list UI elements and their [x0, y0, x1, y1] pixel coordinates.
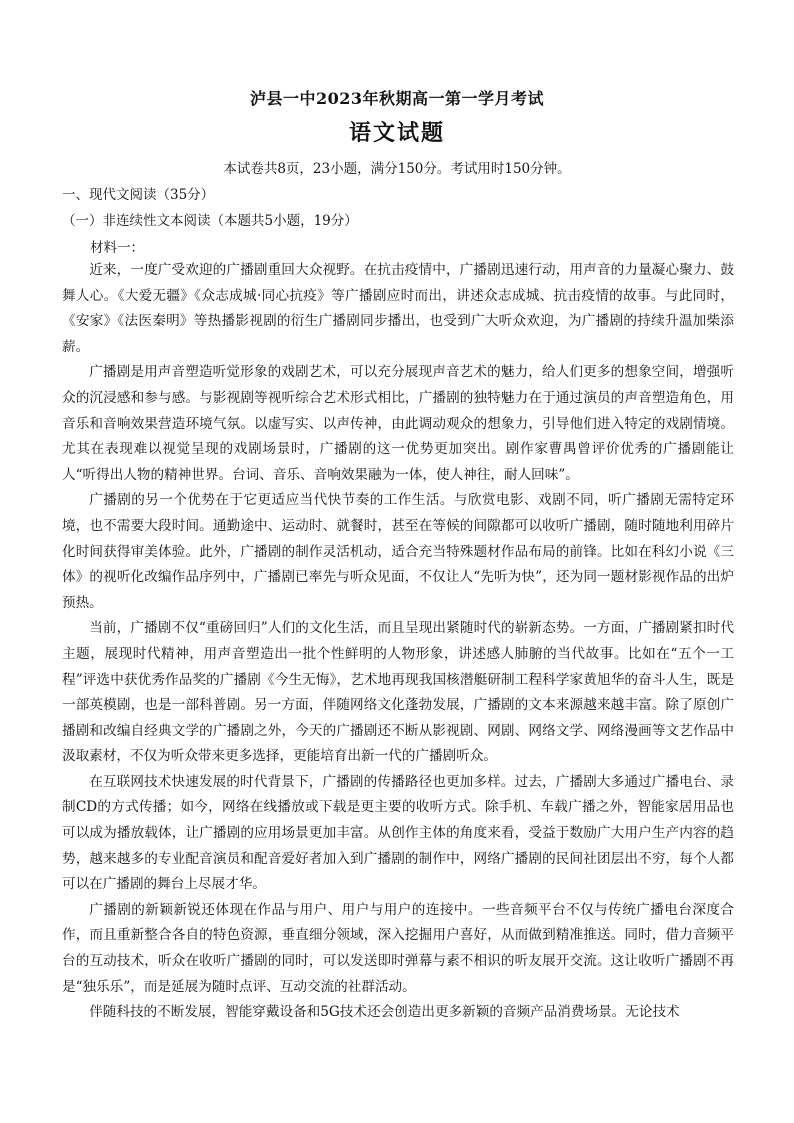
section-heading: 一、现代文阅读（35分） — [62, 187, 215, 203]
paragraph: 广播剧是用声音塑造听觉形象的戏剧艺术，可以充分展现声音艺术的魅力，给人们更多的想象空间，增强听众的沉浸感和参与感。与影视剧等视听综合艺术形式相比，广播剧的独特魅力在于通过演员的声音塑造角色，用音乐和音响效果营造环境气氛。以虚写实、以声传神，由此调动观众的想象力，引导他们进入特定的戏剧情境。尤其在表现难以视觉呈现的戏剧场景时，广播剧的这一优势更加突出。剧作家曹禺曾评价优秀的广播剧能让人“听得出人物的精神世界。台词、音乐、音响效果融为一体，使人神往，耐人回味”。 — [62, 364, 734, 483]
paragraph: 在互联网技术快速发展的时代背景下，广播剧的传播路径也更加多样。过去，广播剧大多通过广播电台、录制CD的方式传播；如今，网络在线播放或下载是更主要的收听方式。除手机、车载广播之外，智能家居用品也可以成为播放载体，让广播剧的应用场景更加丰富。从创作主体的角度来看，受益于数励广大用户生产内容的趋势，越来越多的专业配音演员和配音爱好者加入到广播剧的制作中，网络广播剧的民间社团层出不穷，每个人都可以在广播剧的舞台上尽展才华。 — [62, 773, 734, 893]
paragraph: 广播剧的另一个优势在于它更适应当代快节奏的工作生活。与欣赏电影、戏剧不同，听广播剧无需特定环境，也不需要大段时间。通勤途中、运动时、就餐时，甚至在等候的间隙都可以收听广播剧，随时随地利用碎片化时间获得审美体验。此外，广播剧的制作灵活机动，适合充当特殊题材作品布局的前锋。比如在科幻小说《三体》的视听化改编作品序列中，广播剧已率先与听众见面，不仅让人“先听为快”，还为同一题材影视作品的出炉预热。 — [62, 492, 734, 611]
paragraph: 当前，广播剧不仅“重磅回归”人们的文化生活，而且呈现出紧随时代的崭新态势。一方面，广播剧紧扣时代主题，展现时代精神，用声音塑造出一批个性鲜明的人物形象，讲述感人肺腑的当代故事。比如在“五个一工程”评选中获优秀作品奖的广播剧《今生无悔》，艺术地再现我国核潜艇研制工程科学家黄旭华的奋斗人生，既是一部英模剧，也是一部科普剧。另一方面，伴随网络文化蓬勃发展，广播剧的文本来源越来越丰富。除了原创广播剧和改编自经典文学的广播剧之外，今天的广播剧还不断从影视剧、网剧、网络文学、网络漫画等文艺作品中汲取素材，不仅为听众带来更多选择，更能培育出新一代的广播剧听众。 — [62, 620, 734, 765]
exam-title: 泸县一中2023年秋期高一第一学月考试 — [249, 89, 545, 108]
subject-title: 语文试题 — [348, 120, 445, 146]
reading-passage — [62, 258, 734, 1026]
paragraph: 伴随科技的不断发展，智能穿戴设备和5G技术还会创造出更多新颖的音频产品消费场景。无论技术 — [89, 1004, 680, 1021]
paragraph: 近来，一度广受欢迎的广播剧重回大众视野。在抗击疫情中，广播剧迅速行动，用声音的力量凝心聚力、鼓舞人心。《大爱无疆》《众志成城·同心抗疫》等广播剧应时而出，讲述众志成城、抗击疫情的故事。与此同时，《安家》《法医秦明》等热播影视剧的衍生广播剧同步播出，也受到广大听众欢迎，为广播剧的持续升温加柴添薪。 — [62, 262, 734, 355]
material-label: 材料一： — [90, 240, 144, 256]
subsection-heading: （一）非连续性文本阅读（本题共5小题，19分） — [62, 213, 358, 229]
paragraph: 广播剧的新颖新锐还体现在作品与用户、用户与用户的连接中。一些音频平台不仅与传统广播电台深度合作，而且重新整合各自的特色资源，垂直细分领域，深入挖掘用户喜好，从而做到精准推送。同时，借力音频平台的互动技术，听众在收听广播剧的同时，可以发送即时弹幕与素不相识的听友展开交流。这让收听广播剧不再是“独乐乐”，而是延展为随时点评、互动交流的社群活动。 — [62, 901, 734, 995]
exam-info: 本试卷共8页，23小题，满分150分。考试用时150分钟。 — [223, 161, 571, 177]
